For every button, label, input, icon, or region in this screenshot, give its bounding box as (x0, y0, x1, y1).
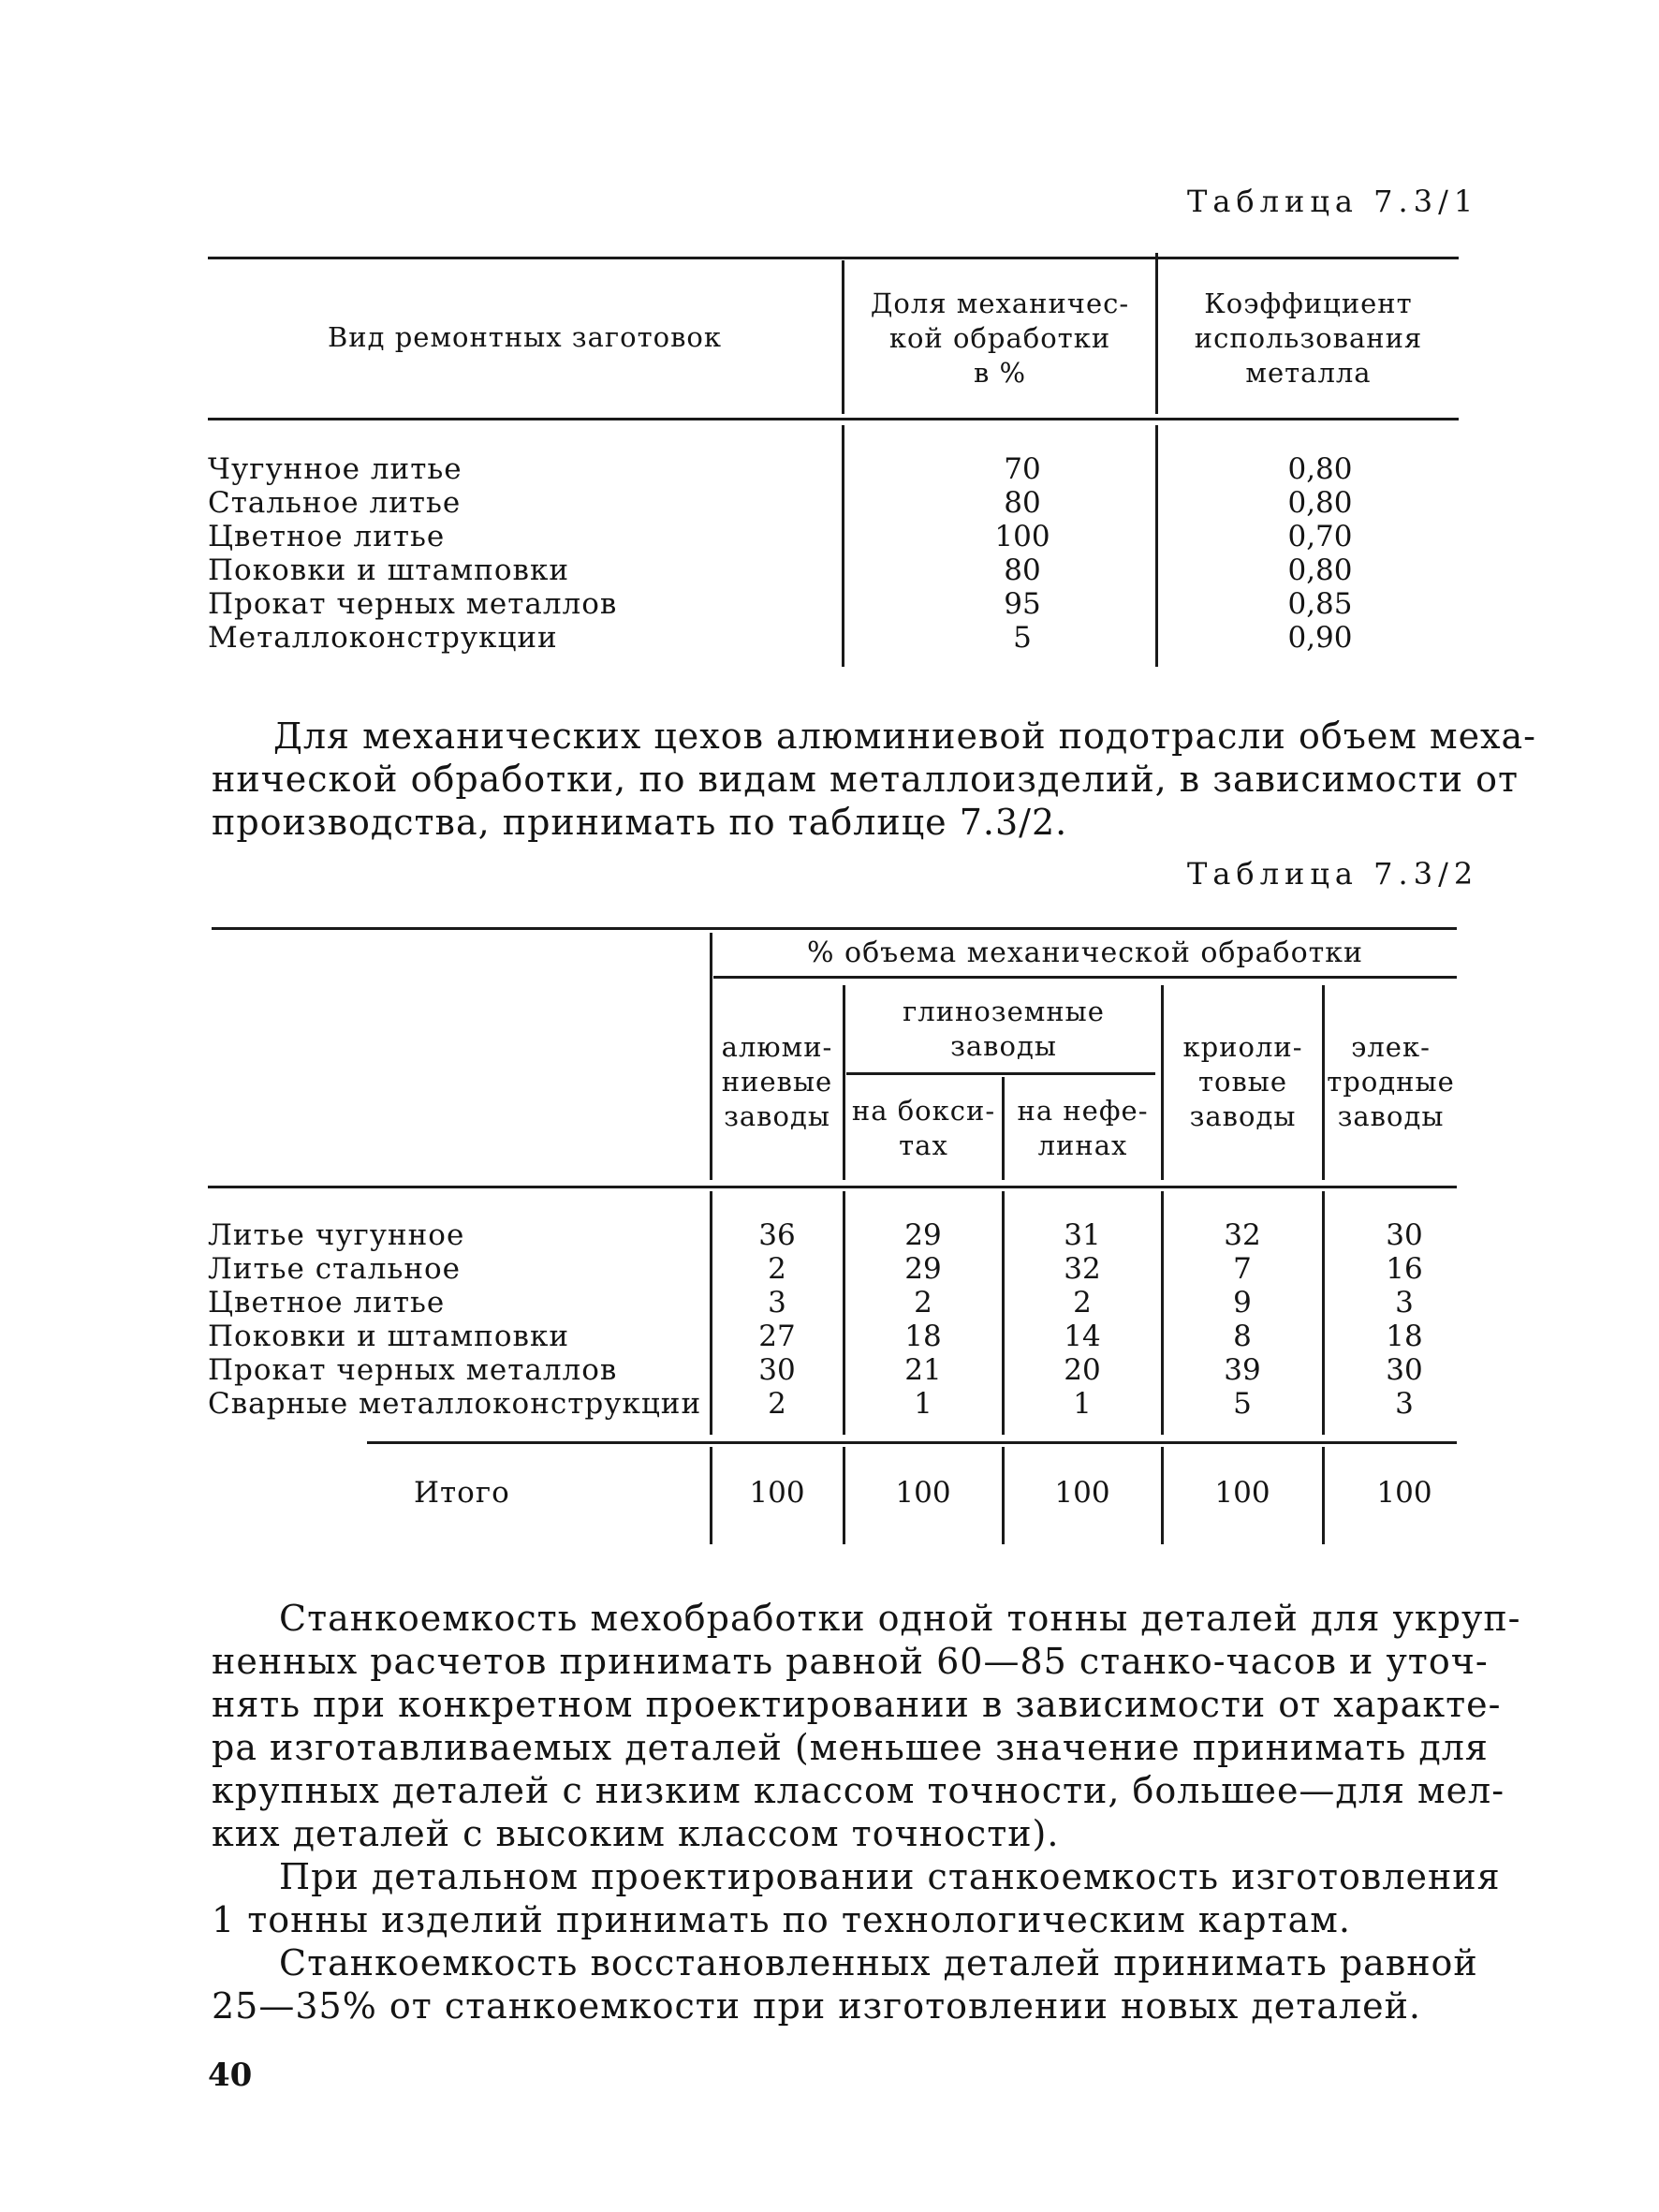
table1-row-label: Прокат черных металлов (208, 587, 618, 621)
page-number: 40 (208, 2057, 253, 2094)
table2-caption: Таблица 7.3/2 (1187, 856, 1479, 892)
table1-header-rule (208, 418, 1459, 420)
table1-col-divider-2-body (1155, 425, 1158, 667)
table2-cell: 16 (1386, 1252, 1423, 1286)
table2-header-line: алюми- (721, 1031, 833, 1063)
table2-total-cell: 100 (1376, 1476, 1432, 1510)
table2-group-rule (713, 976, 1457, 979)
paragraph-line: Станкоемкость восстановленных деталей принимать равной (279, 1942, 1478, 1983)
table2-header-line: на бокси- (851, 1095, 996, 1127)
table1-row-label: Цветное литье (208, 520, 446, 553)
paragraph-detailed-design (212, 1855, 1501, 1941)
paragraph-line: ненных расчетов принимать равной 60—85 станко-часов и уточ- (212, 1641, 1489, 1682)
table1-header-share-line: Доля механичес- (870, 288, 1130, 319)
table2-divider-aluminium-total (843, 1447, 845, 1544)
table1-row-coef: 0,80 (1287, 486, 1353, 520)
table2-cell: 3 (768, 1286, 786, 1320)
table2-divider-bauxite-body (1002, 1191, 1005, 1435)
table1-row-label: Поковки и штамповки (208, 553, 569, 587)
table1-header-share-line: в % (973, 357, 1027, 389)
table2-header-aluminium (712, 1030, 843, 1134)
table2-cell: 29 (904, 1218, 942, 1252)
table1-header-share (844, 287, 1155, 391)
table2-row-label: Поковки и штамповки (208, 1320, 569, 1353)
table2-total-cell: 100 (1054, 1476, 1110, 1510)
table1-row-coef: 0,70 (1287, 520, 1353, 553)
table1-row-share: 5 (1013, 621, 1032, 655)
table2-row-label: Прокат черных металлов (208, 1353, 618, 1387)
table1-row-coef: 0,80 (1287, 452, 1353, 486)
table1-header-coef (1158, 287, 1459, 391)
table2-header-line: заводы (950, 1030, 1057, 1062)
table2-header-nepheline (1005, 1094, 1161, 1163)
table1-row-share: 80 (1004, 486, 1041, 520)
table2-divider-aluminium-body (843, 1191, 845, 1435)
table1-caption: Таблица 7.3/1 (1187, 184, 1479, 219)
table2-total-cell: 100 (749, 1476, 805, 1510)
table2-total-label: Итого (414, 1476, 510, 1510)
table2-cell: 2 (768, 1387, 786, 1421)
paragraph-line: ра изготавливаемых деталей (меньшее значение принимать для (212, 1727, 1489, 1768)
table2-cell: 5 (1233, 1387, 1252, 1421)
table1-row-share: 70 (1004, 452, 1041, 486)
table2-cell: 9 (1233, 1286, 1252, 1320)
table2-header-line: заводы (724, 1100, 830, 1132)
table2-cell: 32 (1224, 1218, 1261, 1252)
table2-header-bauxite (845, 1094, 1002, 1163)
paragraph-line: нять при конкретном проектировании в зависимости от характе- (212, 1684, 1502, 1725)
table2-cell: 7 (1233, 1252, 1252, 1286)
table2-header-line: линах (1037, 1129, 1128, 1161)
table2-cell: 2 (768, 1252, 786, 1286)
table1-header-coef-line: Коэффициент (1204, 288, 1413, 319)
table2-cell: 14 (1064, 1320, 1101, 1353)
table2-cell: 29 (904, 1252, 942, 1286)
table2-divider-cryolite-total (1322, 1447, 1325, 1544)
table2-header-line: тах (899, 1129, 948, 1161)
table2-group-header: % объема механической обработки (806, 936, 1364, 969)
table2-header-line: товые (1197, 1066, 1288, 1098)
table1-header-kind: Вид ремонтных заготовок (328, 321, 722, 353)
table2-row-label: Литье стальное (208, 1252, 461, 1286)
table2-header-line: на нефе- (1017, 1095, 1149, 1127)
table2-cell: 2 (914, 1286, 932, 1320)
table1-row-label: Стальное литье (208, 486, 462, 520)
table2-header-line: элек- (1351, 1031, 1431, 1063)
table2-cell: 39 (1224, 1353, 1261, 1387)
table1-row-coef: 0,90 (1287, 621, 1353, 655)
table1-top-rule (208, 257, 1459, 259)
table2-cell: 30 (758, 1353, 796, 1387)
table2-divider-alumina-body (1161, 1191, 1164, 1435)
table1-row-share: 100 (994, 520, 1050, 553)
table2-cell: 32 (1064, 1252, 1101, 1286)
table2-header-rule (208, 1186, 1457, 1188)
table2-divider-alumina-total (1161, 1447, 1164, 1544)
table2-row-label: Сварные металлоконструкции (208, 1387, 702, 1421)
paragraph-line: Станкоемкость мехобработки одной тонны деталей для укруп- (279, 1598, 1521, 1639)
table2-header-electrode (1325, 1030, 1457, 1134)
table2-cell: 18 (1386, 1320, 1423, 1353)
table1-row-label: Металлоконструкции (208, 621, 558, 655)
table1-row-coef: 0,85 (1287, 587, 1353, 621)
table2-header-cryolite (1164, 1030, 1322, 1134)
table2-header-line: заводы (1337, 1100, 1445, 1132)
table2-cell: 18 (904, 1320, 942, 1353)
table1-header-coef-line: металла (1245, 357, 1372, 389)
table2-cell: 31 (1064, 1218, 1101, 1252)
table1-col-divider-1-body (842, 425, 844, 667)
table2-cell: 3 (1395, 1387, 1414, 1421)
table2-cell: 8 (1233, 1320, 1252, 1353)
table2-cell: 21 (904, 1353, 942, 1387)
table2-cell: 1 (914, 1387, 932, 1421)
table2-header-line: заводы (1189, 1100, 1297, 1132)
table2-alumina-rule (846, 1072, 1155, 1075)
table2-alumina-header (846, 995, 1161, 1064)
paragraph-line: При детальном проектировании станкоемкость изготовления (279, 1856, 1501, 1897)
table2-cell: 2 (1073, 1286, 1092, 1320)
table2-total-rule (367, 1441, 1457, 1444)
table2-row-label: Литье чугунное (208, 1218, 465, 1252)
table2-total-cell: 100 (895, 1476, 951, 1510)
table1-row-share: 80 (1004, 553, 1041, 587)
table1-row-label: Чугунное литье (208, 452, 462, 486)
paragraph-line: 25—35% от станкоемкости при изготовлении новых деталей. (212, 1985, 1422, 2027)
paragraph-machine-hours (212, 1597, 1521, 1855)
paragraph-restored-parts (212, 1941, 1478, 2028)
table2-cell: 36 (758, 1218, 796, 1252)
table2-total-cell: 100 (1214, 1476, 1270, 1510)
table2-header-line: тродные (1327, 1066, 1455, 1098)
table2-divider-bauxite-total (1002, 1447, 1005, 1544)
table2-header-line: глиноземные (903, 995, 1105, 1027)
table2-row-label: Цветное литье (208, 1286, 446, 1320)
table2-divider-label-total (710, 1447, 712, 1544)
table2-divider-label-body (710, 1191, 712, 1435)
paragraph-line: 1 тонны изделий принимать по технологическим картам. (212, 1899, 1351, 1940)
table1-row-coef: 0,80 (1287, 553, 1353, 587)
table2-header-line: криоли- (1182, 1031, 1303, 1063)
table2-divider-cryolite-body (1322, 1191, 1325, 1435)
table2-cell: 30 (1386, 1218, 1423, 1252)
table1-header-share-line: кой обработки (888, 322, 1111, 354)
table2-header-line: ниевые (721, 1066, 833, 1098)
table1-header-coef-line: использования (1194, 322, 1423, 354)
paragraph-line: Для механических цехов алюминиевой подотрасли объем меха- (273, 715, 1536, 757)
paragraph-line: ких деталей с высоким классом точности). (212, 1813, 1060, 1854)
paragraph-intro-table2 (212, 715, 1536, 844)
table1-row-share: 95 (1004, 587, 1041, 621)
paragraph-line: крупных деталей с низким классом точности, большее—для мел- (212, 1770, 1505, 1811)
table2-cell: 1 (1073, 1387, 1092, 1421)
table2-cell: 3 (1395, 1286, 1414, 1320)
table2-top-rule (212, 927, 1457, 930)
table2-cell: 27 (758, 1320, 796, 1353)
table2-cell: 20 (1064, 1353, 1101, 1387)
table2-cell: 30 (1386, 1353, 1423, 1387)
paragraph-line: нической обработки, по видам металлоизделий, в зависимости от (212, 759, 1520, 800)
paragraph-line: производства, принимать по таблице 7.3/2. (212, 802, 1068, 843)
